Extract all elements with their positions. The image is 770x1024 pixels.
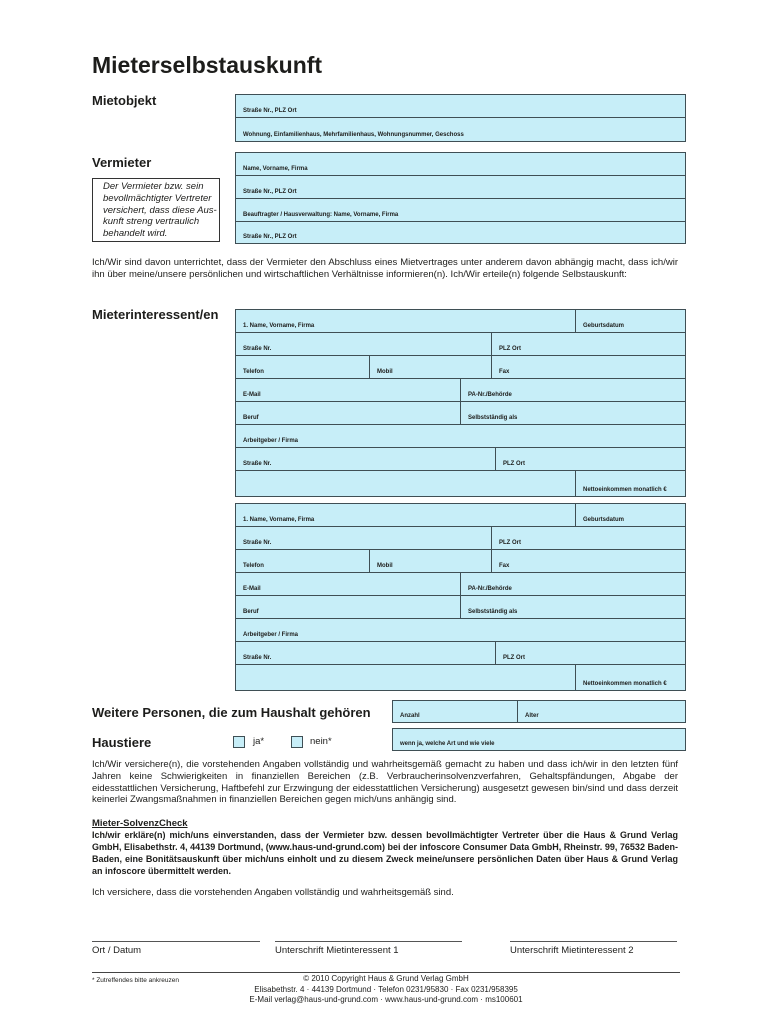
- vermieter-name-field[interactable]: [236, 153, 685, 175]
- footer-copyright: © 2010 Copyright Haus & Grund Verlag GmbH: [303, 974, 469, 983]
- field-label: Beruf: [243, 415, 259, 421]
- field-label: Geburtsdatum: [583, 323, 625, 329]
- applicant-2-job-field[interactable]: [236, 596, 461, 618]
- mieterinteressenten-heading: Mieterinteressent/en: [92, 307, 219, 322]
- applicant-2-city-field[interactable]: [492, 527, 685, 549]
- field-label: Geburtsdatum: [583, 517, 625, 523]
- applicant-2-phone-field[interactable]: [236, 550, 370, 572]
- note-line: versichert, dass diese Aus-: [103, 204, 217, 216]
- note-line: kunft streng vertraulich: [103, 216, 200, 228]
- place-date-label: Ort / Datum: [92, 945, 142, 956]
- applicant-1-self-employed-field[interactable]: [461, 402, 685, 424]
- place-date-signature-line[interactable]: [92, 941, 260, 942]
- field-label: PLZ Ort: [503, 655, 525, 661]
- field-label: Mobil: [377, 563, 393, 569]
- field-label: E-Mail: [243, 586, 261, 592]
- field-label: PA-Nr./Behörde: [468, 586, 512, 592]
- household-fields: [392, 700, 686, 723]
- household-age-field[interactable]: [518, 701, 685, 722]
- applicant-2-employer-street-field[interactable]: [236, 642, 496, 664]
- applicant-2-income-spacer: [236, 665, 576, 690]
- field-label: Anzahl: [400, 713, 420, 719]
- mietobjekt-heading: Mietobjekt: [92, 93, 157, 108]
- field-label: 1. Name, Vorname, Firma: [243, 323, 315, 329]
- applicant-2-fax-field[interactable]: [492, 550, 685, 572]
- pets-no-label: nein*: [310, 736, 332, 747]
- applicant-2-signature-label: Unterschrift Mietinteressent 2: [510, 945, 634, 956]
- intro-text: Ich/Wir sind davon unterrichtet, dass der Vermieter den Abschluss eines Mietvertrages unter anderem davon abhängig macht, dass ich/wir ihn über meine/unsere persönlichen und wirtschaftlichen Verhältnisse informieren(n). Ich/Wir erteile(n) folgende Selbstauskunft:: [92, 257, 678, 280]
- page-title: Mieterselbstauskunft: [92, 52, 323, 78]
- applicant-1-city-field[interactable]: [492, 333, 685, 355]
- applicant-1-employer-city-field[interactable]: [496, 448, 685, 470]
- pets-no-checkbox[interactable]: [291, 736, 303, 748]
- field-label: Telefon: [243, 563, 264, 569]
- field-label: Selbstständig als: [468, 415, 518, 421]
- applicant-2-name-field[interactable]: [236, 504, 576, 526]
- applicant-1-income-spacer: [236, 471, 576, 496]
- applicant-2-employer-city-field[interactable]: [496, 642, 685, 664]
- field-label: Mobil: [377, 369, 393, 375]
- field-label: Straße Nr.: [243, 540, 272, 546]
- applicant-1-employer-field[interactable]: [236, 425, 685, 447]
- mietobjekt-street-field[interactable]: [236, 95, 685, 117]
- field-label: Name, Vorname, Firma: [243, 166, 308, 172]
- field-label: Arbeitgeber / Firma: [243, 632, 299, 638]
- household-count-field[interactable]: [393, 701, 518, 722]
- declaration-text: Ich/Wir versichere(n), die vorstehenden Angaben vollständig und wahrheitsgemäß gemacht zu haben und dass ich/wir in den letzten fünf Jahren keine Schwierigkeiten in finanziellen Bereichen (z.B. Verbraucherinsolvenzverfahren, Gehaltspfändungen, Abgabe der eidesstattlichen Versicherung, Haftbefehl zur Erzwingung der eidesstattlichen Versicherung) ausgesetzt gewesen bin/sind und dass derzeit keinerlei Zwangsmaßnahmen in finanziellen Bereichen gegen mich/uns anhängig sind.: [92, 759, 678, 806]
- footer-imprint: [186, 974, 586, 1006]
- field-label: wenn ja, welche Art und wie viele: [400, 741, 495, 747]
- applicant-1-email-field[interactable]: [236, 379, 461, 401]
- field-label: Straße Nr., PLZ Ort: [243, 189, 297, 195]
- field-label: Nettoeinkommen monatlich €: [583, 681, 667, 687]
- field-label: Nettoeinkommen monatlich €: [583, 487, 667, 493]
- field-label: Straße Nr., PLZ Ort: [243, 234, 297, 240]
- field-label: Fax: [499, 369, 510, 375]
- applicant-1-id-card-field[interactable]: [461, 379, 685, 401]
- applicant-2-employer-field[interactable]: [236, 619, 685, 641]
- applicant-2-id-card-field[interactable]: [461, 573, 685, 595]
- field-label: E-Mail: [243, 392, 261, 398]
- field-label: 1. Name, Vorname, Firma: [243, 517, 315, 523]
- footer-note: * Zutreffendes bitte ankreuzen: [92, 977, 179, 984]
- field-label: Beruf: [243, 609, 259, 615]
- footer-divider: [92, 972, 680, 973]
- field-label: Wohnung, Einfamilienhaus, Mehrfamilienhaus, Wohnungsnummer, Geschoss: [243, 132, 464, 138]
- applicant-2-income-field[interactable]: [576, 665, 685, 690]
- applicant-2-email-field[interactable]: [236, 573, 461, 595]
- field-label: Arbeitgeber / Firma: [243, 438, 299, 444]
- note-line: bevollmächtigter Vertreter: [103, 192, 212, 204]
- note-line: Der Vermieter bzw. sein: [103, 181, 204, 192]
- field-label: PLZ Ort: [503, 461, 525, 467]
- field-label: Selbstständig als: [468, 609, 518, 615]
- field-label: Fax: [499, 563, 510, 569]
- applicant-2-signature-line[interactable]: [510, 941, 677, 942]
- applicant-1-mobile-field[interactable]: [370, 356, 492, 378]
- vermieter-fields: [235, 152, 686, 244]
- applicant-1-employer-street-field[interactable]: [236, 448, 496, 470]
- solvenz-text: Ich/wir erkläre(n) mich/uns einverstanden, dass der Vermieter bzw. dessen bevollmächtigter Vertreter über die Haus & Grund Verlag GmbH, Elisabethstr. 4, 44139 Dortmund, (www.haus-und-grund.com) bei der infoscore Consumer Data GmbH, Rheinstr. 99, 76532 Baden-Baden, eine Bonitätsauskunft über mich/uns einholt und zu diesem Zweck meine/unsere persönlichen Daten über Haus & Grund Verlag an infoscore übermittelt werden.: [92, 830, 678, 876]
- applicant-1-name-field[interactable]: [236, 310, 576, 332]
- vermieter-agent-street-field[interactable]: [236, 222, 685, 243]
- applicant-1-birthdate-field[interactable]: [576, 310, 685, 332]
- field-label: PLZ Ort: [499, 540, 521, 546]
- applicant-1-fax-field[interactable]: [492, 356, 685, 378]
- field-label: Beauftragter / Hausverwaltung: Name, Vorname, Firma: [243, 212, 399, 218]
- applicant-1-income-field[interactable]: [576, 471, 685, 496]
- vermieter-heading: Vermieter: [92, 155, 152, 170]
- mietobjekt-fields: [235, 94, 686, 142]
- vermieter-agent-field[interactable]: [236, 199, 685, 221]
- field-label: Telefon: [243, 369, 264, 375]
- field-label: Straße Nr.: [243, 655, 272, 661]
- field-label: Alter: [525, 713, 539, 719]
- pets-details-fields: [392, 728, 686, 751]
- applicant-1-street-field[interactable]: [236, 333, 492, 355]
- footer-contact: E-Mail verlag@haus-und-grund.com · www.haus-und-grund.com · ms100601: [249, 995, 523, 1004]
- pets-details-field[interactable]: [393, 729, 685, 750]
- pets-yes-label: ja*: [253, 736, 265, 747]
- applicant-1-job-field[interactable]: [236, 402, 461, 424]
- applicant-1-fields: [235, 309, 686, 497]
- field-label: Straße Nr.: [243, 346, 272, 352]
- confirmation-text: Ich versichere, dass die vorstehenden Angaben vollständig und wahrheitsgemäß sind.: [92, 887, 454, 898]
- confidentiality-note: [92, 178, 220, 242]
- field-label: PA-Nr./Behörde: [468, 392, 512, 398]
- applicant-1-phone-field[interactable]: [236, 356, 370, 378]
- pets-yes-checkbox[interactable]: [233, 736, 245, 748]
- applicant-2-street-field[interactable]: [236, 527, 492, 549]
- solvenz-heading: Mieter-SolvenzCheck: [92, 818, 188, 829]
- mietobjekt-type-field[interactable]: [236, 118, 685, 141]
- household-heading: Weitere Personen, die zum Haushalt gehören: [92, 705, 371, 720]
- applicant-2-self-employed-field[interactable]: [461, 596, 685, 618]
- vermieter-street-field[interactable]: [236, 176, 685, 198]
- applicant-2-fields: [235, 503, 686, 691]
- note-line: behandelt wird.: [103, 228, 168, 240]
- field-label: Straße Nr., PLZ Ort: [243, 108, 297, 114]
- field-label: PLZ Ort: [499, 346, 521, 352]
- footer-address: Elisabethstr. 4 · 44139 Dortmund · Telefon 0231/95830 · Fax 0231/958395: [254, 984, 518, 994]
- applicant-1-signature-label: Unterschrift Mietinteressent 1: [275, 945, 399, 956]
- pets-heading: Haustiere: [92, 735, 152, 750]
- field-label: Straße Nr.: [243, 461, 272, 467]
- applicant-2-mobile-field[interactable]: [370, 550, 492, 572]
- applicant-2-birthdate-field[interactable]: [576, 504, 685, 526]
- applicant-1-signature-line[interactable]: [275, 941, 462, 942]
